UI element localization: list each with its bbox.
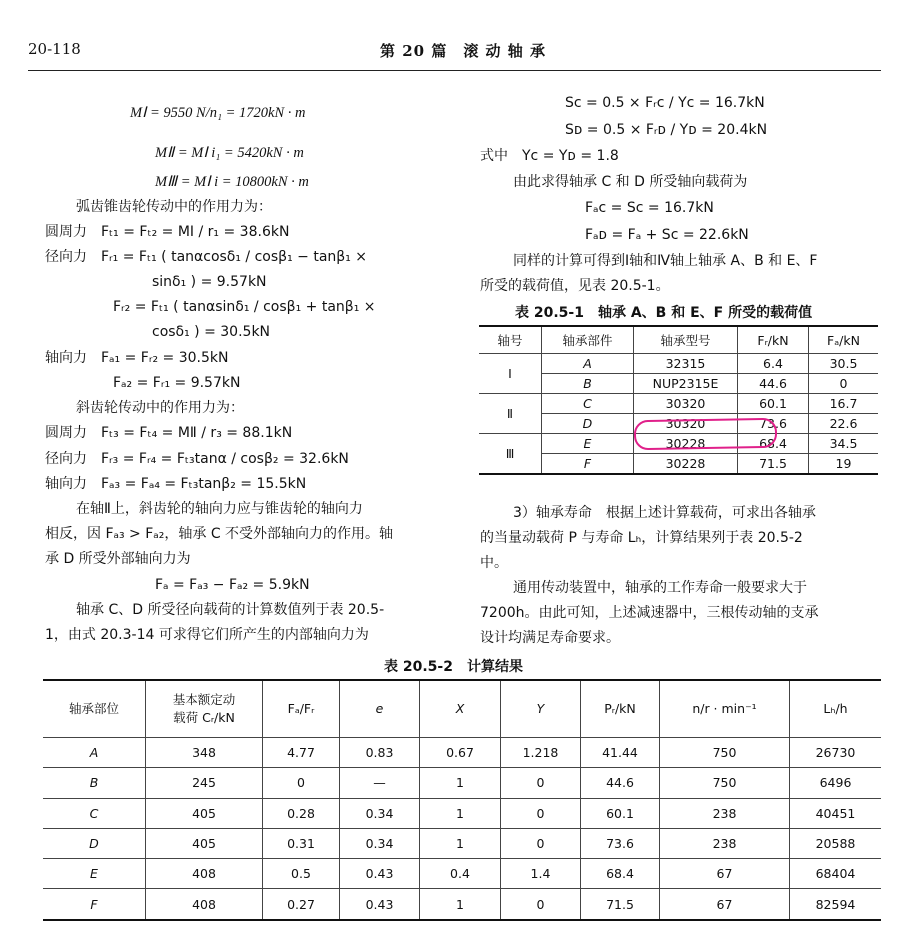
column-header: 轴承部件 <box>542 326 634 354</box>
table-row <box>43 768 881 798</box>
bearing-position-cell: F <box>43 889 146 920</box>
table-cell: 0 <box>809 374 879 394</box>
equation-fr2-cont: cosδ₁ ) = 30.5kN <box>152 324 271 340</box>
equation-m1: MⅠ = 9550 N/n₁ = 1720kN · m <box>130 105 306 121</box>
table-header-row <box>479 326 878 354</box>
table-header-row <box>43 680 881 738</box>
table-cell: 6496 <box>790 768 882 798</box>
table-cell: — <box>340 768 420 798</box>
paragraph-line: 在轴Ⅱ上，斜齿轮的轴向力应与锥齿轮的轴向力 <box>76 501 363 517</box>
paragraph-line: 轴承 C、D 所受径向载荷的计算数值列于表 20.5- <box>76 602 385 618</box>
table-cell: 0.67 <box>420 738 501 768</box>
column-header: 轴号 <box>479 326 542 354</box>
table-cell: 1 <box>420 768 501 798</box>
column-header: X <box>420 680 501 738</box>
paragraph-line: 3）轴承寿命 根据上述计算载荷，可求出各轴承 <box>513 505 816 521</box>
table-cell: 0 <box>501 889 581 920</box>
table-cell: 750 <box>660 738 790 768</box>
table-cell: 0.43 <box>340 859 420 889</box>
table2-body <box>43 738 881 920</box>
equation-fa: Fₐ = Fₐ₃ − Fₐ₂ = 5.9kN <box>155 577 310 593</box>
column-header: 轴承部位 <box>43 680 146 738</box>
table-cell: 0.27 <box>263 889 340 920</box>
table-cell: 44.6 <box>738 374 809 394</box>
bearing-position-cell: C <box>43 798 146 828</box>
column-header: Pᵣ/kN <box>581 680 660 738</box>
table-cell: 238 <box>660 828 790 858</box>
table-cell: 41.44 <box>581 738 660 768</box>
table-cell: 44.6 <box>581 768 660 798</box>
paragraph-line: 中。 <box>480 555 508 571</box>
column-header: Fₐ/kN <box>809 326 879 354</box>
table-cell: 0.34 <box>340 798 420 828</box>
table-cell: 0 <box>501 798 581 828</box>
equation-fad: Fₐᴅ = Fₐ + Sᴄ = 22.6kN <box>585 227 749 243</box>
table-cell: 60.1 <box>738 394 809 414</box>
table-cell: 405 <box>146 798 263 828</box>
paragraph-line: 1，由式 20.3-14 可求得它们所产生的内部轴向力为 <box>45 627 369 643</box>
table-row <box>43 889 881 920</box>
paragraph-line: 7200h。由此可知，上述减速器中，三根传动轴的支承 <box>480 605 819 621</box>
table-cell: E <box>542 434 634 454</box>
paragraph-line: 弧齿锥齿轮传动中的作用力为： <box>76 199 272 215</box>
highlight-annotation <box>634 418 778 450</box>
table-cell: 30.5 <box>809 354 879 374</box>
paragraph-line: 承 D 所受外部轴向力为 <box>45 551 191 567</box>
table-cell: 0.31 <box>263 828 340 858</box>
equation-fr1-cont: sinδ₁ ) = 9.57kN <box>152 274 267 290</box>
equation-sc: Sᴄ = 0.5 × Fᵣᴄ / Yᴄ = 16.7kN <box>565 95 765 111</box>
table-cell: 1 <box>420 889 501 920</box>
table-cell: 0.34 <box>340 828 420 858</box>
equation-ft1: 圆周力 Fₜ₁ = Fₜ₂ = MⅠ / r₁ = 38.6kN <box>45 224 290 240</box>
equation-fac: Fₐᴄ = Sᴄ = 16.7kN <box>585 200 714 216</box>
table-row <box>43 828 881 858</box>
table-cell: 68404 <box>790 859 882 889</box>
table-cell: 30320 <box>634 414 738 434</box>
table-cell: 73.6 <box>738 414 809 434</box>
paragraph-line: 设计均满足寿命要求。 <box>480 630 620 646</box>
table1-caption: 表 20.5-1 轴承 A、B 和 E、F 所受的载荷值 <box>515 305 813 321</box>
table-cell: 26730 <box>790 738 882 768</box>
table-cell: 32315 <box>634 354 738 374</box>
table-row <box>479 394 878 414</box>
header-rule <box>28 70 881 71</box>
table-cell: 71.5 <box>738 454 809 475</box>
table-cell: 40451 <box>790 798 882 828</box>
column-header: Fₐ/Fᵣ <box>263 680 340 738</box>
table-cell: 0 <box>263 768 340 798</box>
shaft-group: Ⅲ <box>479 434 542 475</box>
table-cell: 19 <box>809 454 879 475</box>
equation-fr3: 径向力 Fᵣ₃ = Fᵣ₄ = Fₜ₃tanα / cosβ₂ = 32.6kN <box>45 451 349 467</box>
paragraph-line: 通用传动装置中，轴承的工作寿命一般要求大于 <box>513 580 807 596</box>
table-cell: 750 <box>660 768 790 798</box>
table-1 <box>479 325 878 475</box>
shaft-group: Ⅱ <box>479 394 542 434</box>
paragraph-line: 相反，因 Fₐ₃ > Fₐ₂，轴承 C 不受外部轴向力的作用。轴 <box>45 526 394 542</box>
bearing-position-cell: E <box>43 859 146 889</box>
table-cell: 0.5 <box>263 859 340 889</box>
column-header: 轴承型号 <box>634 326 738 354</box>
table-row <box>43 738 881 768</box>
table-cell: 0.4 <box>420 859 501 889</box>
equation-fr2: Fᵣ₂ = Fₜ₁ ( tanαsinδ₁ / cosβ₁ + tanβ₁ × <box>113 299 376 315</box>
equation-fa2: Fₐ₂ = Fᵣ₁ = 9.57kN <box>113 375 241 391</box>
bearing-position-cell: A <box>43 738 146 768</box>
table-cell: 71.5 <box>581 889 660 920</box>
equation-fr1: 径向力 Fᵣ₁ = Fₜ₁ ( tanαcosδ₁ / cosβ₁ − tanβ₁ × <box>45 249 367 265</box>
paragraph-line: 同样的计算可得到Ⅰ轴和Ⅳ轴上轴承 A、B 和 E、F <box>513 253 818 269</box>
table-cell: 0.43 <box>340 889 420 920</box>
paragraph-line: 的当量动载荷 P 与寿命 Lₕ，计算结果列于表 20.5-2 <box>480 530 803 546</box>
table-cell: A <box>542 354 634 374</box>
table-cell: 238 <box>660 798 790 828</box>
shaft-group: Ⅰ <box>479 354 542 394</box>
chapter-title: 第 20 篇 滚 动 轴 承 <box>380 42 546 60</box>
table-cell: 20588 <box>790 828 882 858</box>
table-cell: D <box>542 414 634 434</box>
table-cell: 0.28 <box>263 798 340 828</box>
paragraph-line: 斜齿轮传动中的作用力为： <box>76 400 244 416</box>
equation-ft3: 圆周力 Fₜ₃ = Fₜ₄ = MⅡ / r₃ = 88.1kN <box>45 425 293 441</box>
bearing-position-cell: B <box>43 768 146 798</box>
equation-m2: MⅡ = MⅠ i₁ = 5420kN · m <box>155 145 304 161</box>
table-cell: 348 <box>146 738 263 768</box>
table-cell: B <box>542 374 634 394</box>
table-cell: 6.4 <box>738 354 809 374</box>
table-cell: 4.77 <box>263 738 340 768</box>
equation-y: 式中 Yᴄ = Yᴅ = 1.8 <box>480 148 619 164</box>
table-cell: 16.7 <box>809 394 879 414</box>
table-cell: 0 <box>501 828 581 858</box>
column-header: e <box>340 680 420 738</box>
table-cell: 68.4 <box>738 434 809 454</box>
table-cell: 1.218 <box>501 738 581 768</box>
header-line: 基本额定动 <box>172 692 236 707</box>
table-cell: 30228 <box>634 454 738 475</box>
paragraph-line: 由此求得轴承 C 和 D 所受轴向载荷为 <box>513 174 748 190</box>
table-row <box>43 798 881 828</box>
bearing-position-cell: D <box>43 828 146 858</box>
table-cell: 60.1 <box>581 798 660 828</box>
table-row <box>479 354 878 374</box>
equation-fa1: 轴向力 Fₐ₁ = Fᵣ₂ = 30.5kN <box>45 350 229 366</box>
table-cell: 408 <box>146 859 263 889</box>
column-header: Fᵣ/kN <box>738 326 809 354</box>
table2-caption: 表 20.5-2 计算结果 <box>384 659 523 675</box>
table-cell: 245 <box>146 768 263 798</box>
table-cell: 22.6 <box>809 414 879 434</box>
column-header: Lₕ/h <box>790 680 882 738</box>
table-cell: 68.4 <box>581 859 660 889</box>
table-cell: 1 <box>420 798 501 828</box>
table-cell: 30320 <box>634 394 738 414</box>
table-cell: 1.4 <box>501 859 581 889</box>
table-row <box>43 859 881 889</box>
table-cell: 405 <box>146 828 263 858</box>
table-cell: NUP2315E <box>634 374 738 394</box>
column-header: n/r · min⁻¹ <box>660 680 790 738</box>
table-cell: 73.6 <box>581 828 660 858</box>
equation-m3: MⅢ = MⅠ i = 10800kN · m <box>155 174 309 190</box>
table-2 <box>43 679 881 921</box>
table-cell: 0 <box>501 768 581 798</box>
table-cell: 30228 <box>634 434 738 454</box>
equation-sd: Sᴅ = 0.5 × Fᵣᴅ / Yᴅ = 20.4kN <box>565 122 768 138</box>
table-cell: 67 <box>660 859 790 889</box>
table-cell: 1 <box>420 828 501 858</box>
header-line: 载荷 Cᵣ/kN <box>173 710 235 725</box>
table-cell: 34.5 <box>809 434 879 454</box>
page-number: 20-118 <box>28 40 81 58</box>
column-header <box>146 680 263 738</box>
column-header: Y <box>501 680 581 738</box>
table-cell: 82594 <box>790 889 882 920</box>
table-cell: 0.83 <box>340 738 420 768</box>
table-cell: F <box>542 454 634 475</box>
table-cell: 67 <box>660 889 790 920</box>
table-cell: 408 <box>146 889 263 920</box>
equation-fa3: 轴向力 Fₐ₃ = Fₐ₄ = Fₜ₃tanβ₂ = 15.5kN <box>45 476 307 492</box>
table-cell: C <box>542 394 634 414</box>
paragraph-line: 所受的载荷值，见表 20.5-1。 <box>480 278 670 294</box>
